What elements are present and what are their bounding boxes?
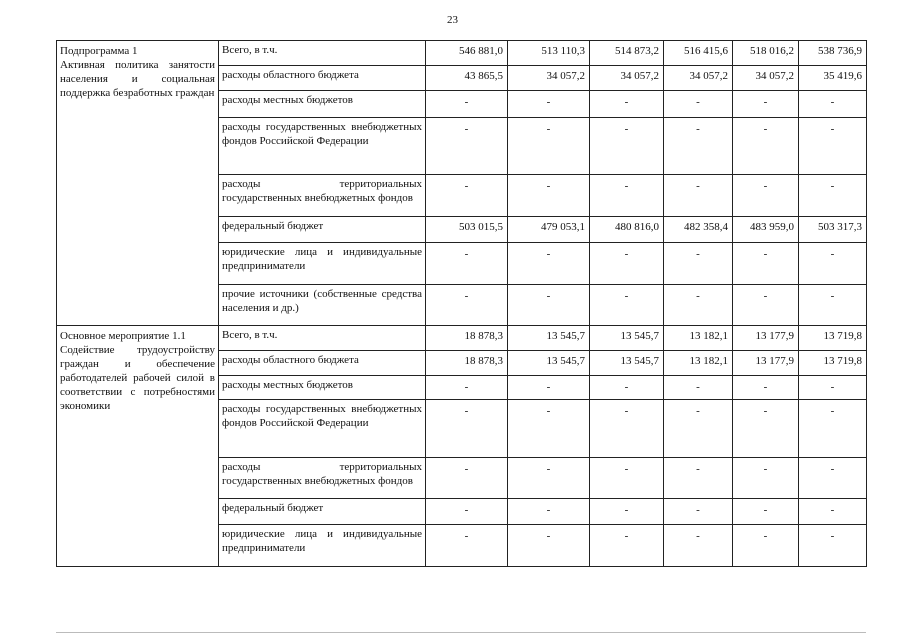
value-cell: - [426,285,508,326]
table-row [57,41,867,66]
value-cell: - [590,175,664,217]
value-cell: - [426,243,508,285]
value-cell: - [733,118,799,175]
value-cell: 546 881,0 [426,41,508,66]
value-cell: 513 110,3 [508,41,590,66]
value-cell: - [664,118,733,175]
value-cell: - [508,376,590,400]
value-cell: - [799,175,867,217]
value-cell: - [664,285,733,326]
value-cell: 538 736,9 [799,41,867,66]
value-cell: - [733,243,799,285]
value-cell: - [799,376,867,400]
value-cell: 34 057,2 [664,66,733,91]
funding-source: расходы областного бюджета [219,66,426,91]
value-cell: - [426,91,508,118]
value-cell: - [508,285,590,326]
value-cell: 13 719,8 [799,351,867,376]
value-cell: 13 719,8 [799,326,867,351]
value-cell: 43 865,5 [426,66,508,91]
value-cell: - [426,525,508,567]
value-cell: - [508,118,590,175]
value-cell: 13 182,1 [664,351,733,376]
value-cell: - [590,525,664,567]
funding-source: расходы территориальных государственных внебюджетных фондов [219,458,426,499]
value-cell: - [426,376,508,400]
value-cell: 35 419,6 [799,66,867,91]
funding-source: прочие источники (собственные средства населения и др.) [219,285,426,326]
program-cell [57,41,219,326]
value-cell: - [508,400,590,458]
funding-source: расходы местных бюджетов [219,376,426,400]
value-cell: 503 317,3 [799,217,867,243]
value-cell: - [426,175,508,217]
funding-source: расходы государственных внебюджетных фондов Российской Федерации [219,400,426,458]
value-cell: 13 545,7 [508,326,590,351]
value-cell: - [664,525,733,567]
value-cell: - [590,458,664,499]
funding-source: расходы государственных внебюджетных фондов Российской Федерации [219,118,426,175]
value-cell: 13 545,7 [590,351,664,376]
value-cell: - [733,400,799,458]
value-cell: - [590,499,664,525]
program-title: Подпрограмма 1 [60,45,138,57]
value-cell: - [508,525,590,567]
value-cell: - [664,376,733,400]
value-cell: 34 057,2 [733,66,799,91]
value-cell: - [733,376,799,400]
value-cell: - [733,91,799,118]
value-cell: - [590,118,664,175]
value-cell: - [590,91,664,118]
value-cell: - [508,91,590,118]
value-cell: 13 545,7 [508,351,590,376]
program-name: Активная политика занятости населения и социальная поддержка безработных граждан [60,59,215,99]
value-cell: - [590,400,664,458]
value-cell: - [664,243,733,285]
funding-source: юридические лица и индивидуальные предприниматели [219,243,426,285]
value-cell: 18 878,3 [426,326,508,351]
value-cell: - [733,285,799,326]
value-cell: 34 057,2 [508,66,590,91]
funding-source: федеральный бюджет [219,217,426,243]
value-cell: 479 053,1 [508,217,590,243]
value-cell: 13 177,9 [733,351,799,376]
value-cell: - [590,243,664,285]
value-cell: - [733,175,799,217]
value-cell: 483 959,0 [733,217,799,243]
value-cell: 13 545,7 [590,326,664,351]
value-cell: - [508,499,590,525]
value-cell: - [426,499,508,525]
value-cell: - [799,525,867,567]
value-cell: 516 415,6 [664,41,733,66]
value-cell: - [799,118,867,175]
page-bottom-edge [56,632,866,633]
value-cell: - [799,243,867,285]
value-cell: - [799,285,867,326]
funding-source: расходы местных бюджетов [219,91,426,118]
value-cell: 503 015,5 [426,217,508,243]
value-cell: 18 878,3 [426,351,508,376]
funding-source: расходы территориальных государственных внебюджетных фондов [219,175,426,217]
table-row [57,326,867,351]
funding-source: юридические лица и индивидуальные предприниматели [219,525,426,567]
funding-source: расходы областного бюджета [219,351,426,376]
value-cell: - [664,499,733,525]
value-cell: 13 182,1 [664,326,733,351]
value-cell: - [799,458,867,499]
value-cell: 480 816,0 [590,217,664,243]
value-cell: - [590,376,664,400]
value-cell: 518 016,2 [733,41,799,66]
value-cell: - [733,525,799,567]
value-cell: - [508,175,590,217]
value-cell: - [508,458,590,499]
value-cell: - [799,499,867,525]
value-cell: - [664,458,733,499]
value-cell: - [799,91,867,118]
table-body [57,41,867,567]
value-cell: 13 177,9 [733,326,799,351]
funding-source: Всего, в т.ч. [219,326,426,351]
value-cell: - [664,91,733,118]
value-cell: - [426,118,508,175]
funding-source: Всего, в т.ч. [219,41,426,66]
page-number: 23 [447,14,458,26]
value-cell: 34 057,2 [590,66,664,91]
program-name: Содействие трудоустройству граждан и обеспечение работодателей рабочей силой в соответствии с потребностями экономики [60,344,215,412]
value-cell: - [426,400,508,458]
value-cell: - [590,285,664,326]
budget-table [56,40,867,567]
value-cell: 514 873,2 [590,41,664,66]
funding-source: федеральный бюджет [219,499,426,525]
value-cell: - [664,400,733,458]
value-cell: - [799,400,867,458]
value-cell: - [733,499,799,525]
value-cell: 482 358,4 [664,217,733,243]
value-cell: - [664,175,733,217]
program-title: Основное мероприятие 1.1 [60,330,186,342]
value-cell: - [733,458,799,499]
value-cell: - [426,458,508,499]
program-cell [57,326,219,567]
value-cell: - [508,243,590,285]
